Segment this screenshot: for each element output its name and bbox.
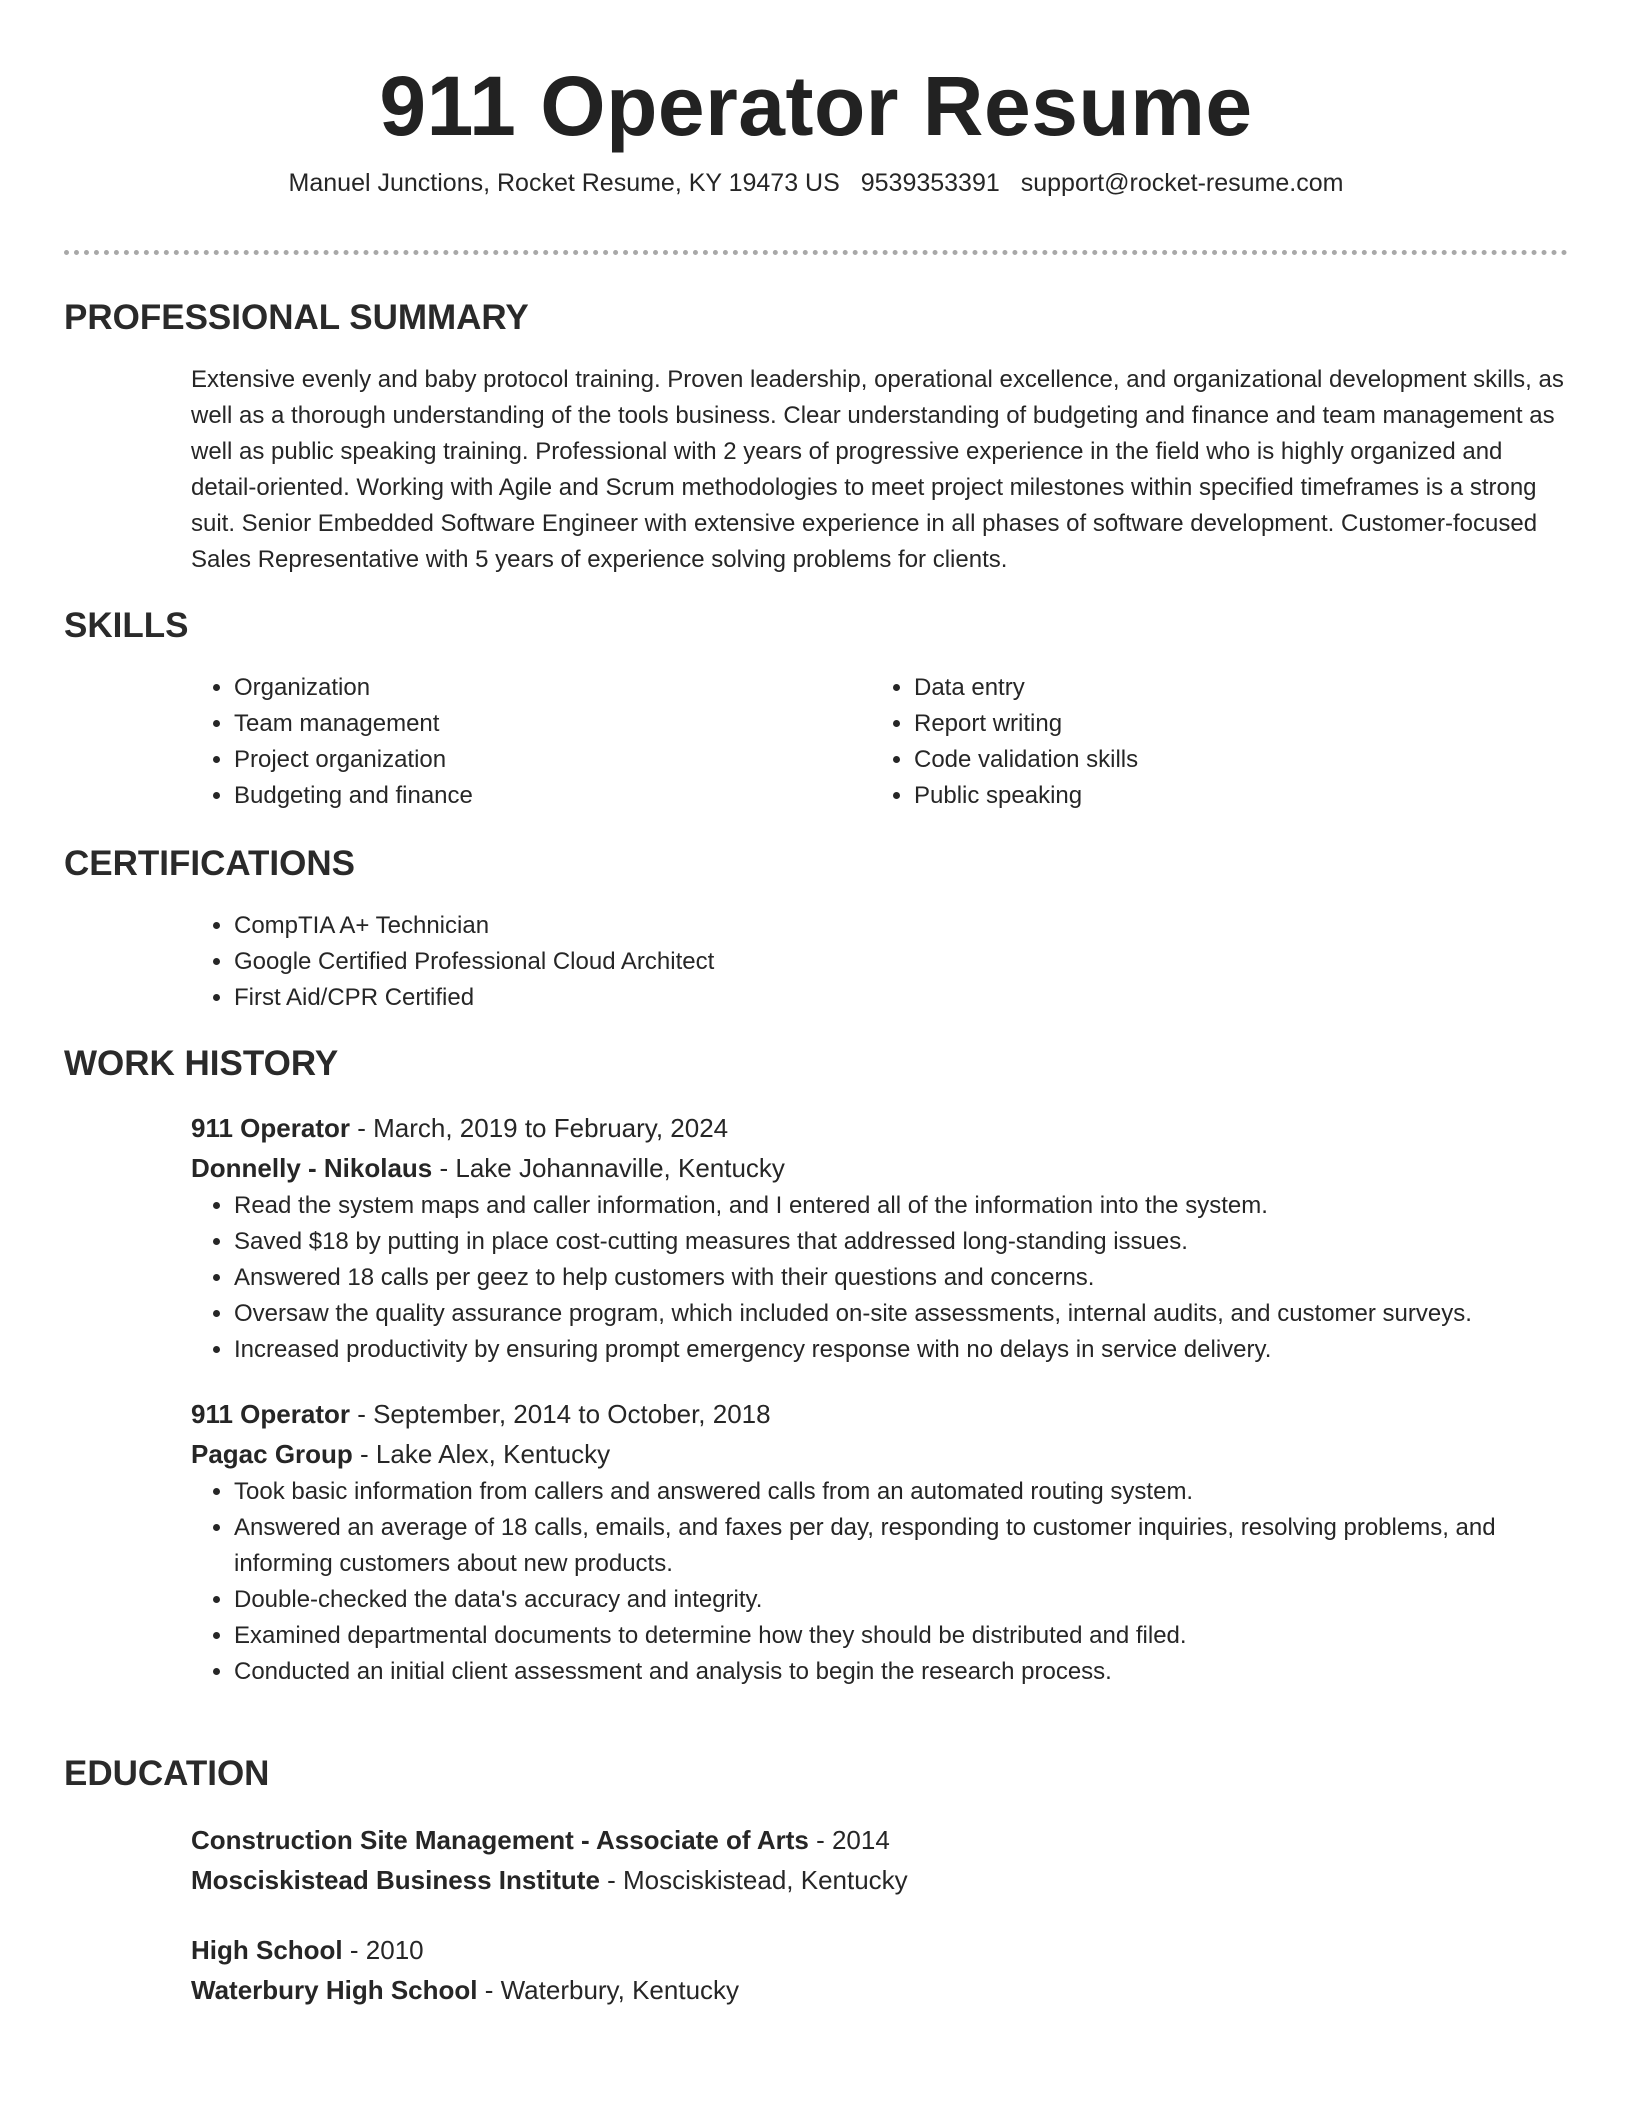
education-degree: High School bbox=[191, 1935, 343, 1965]
contact-address: Manuel Junctions, Rocket Resume, KY 19473 US bbox=[288, 169, 840, 197]
job-location: - Lake Alex, Kentucky bbox=[352, 1439, 611, 1469]
job-employer: Donnelly - Nikolaus bbox=[191, 1153, 433, 1183]
education-degree: Construction Site Management - Associate of Arts bbox=[191, 1825, 809, 1855]
skill-item: • Public speaking bbox=[914, 778, 1551, 814]
job-entry bbox=[191, 1394, 1568, 1690]
education-location: - Mosciskistead, Kentucky bbox=[599, 1865, 908, 1895]
job-bullet: • Answered an average of 18 calls, emails, and faxes per day, responding to customer inquiries, resolving problems, and informing customers about new products. bbox=[234, 1510, 1538, 1582]
job-title-line bbox=[191, 1394, 1568, 1434]
education-heading: EDUCATION bbox=[64, 1754, 270, 1793]
education-entry bbox=[191, 1820, 1568, 1900]
contact-email: support@rocket-resume.com bbox=[1020, 169, 1344, 197]
skills-heading: SKILLS bbox=[64, 606, 189, 645]
job-employer-line bbox=[191, 1434, 1568, 1474]
certifications-section bbox=[64, 842, 1568, 1016]
contact-line bbox=[64, 166, 1568, 200]
skill-item: • Report writing bbox=[914, 706, 1551, 742]
skill-item: • Organization bbox=[234, 670, 871, 706]
education-year: - 2010 bbox=[342, 1935, 424, 1965]
education-entry bbox=[191, 1930, 1568, 2010]
education-school: Waterbury High School bbox=[191, 1975, 478, 2005]
skill-item: • Team management bbox=[234, 706, 871, 742]
job-employer: Pagac Group bbox=[191, 1439, 353, 1469]
job-bullet: • Double-checked the data's accuracy and integrity. bbox=[234, 1582, 1538, 1618]
education-degree-line bbox=[191, 1820, 1568, 1860]
job-bullet: • Conducted an initial client assessment and analysis to begin the research process. bbox=[234, 1654, 1538, 1690]
certification-item: • CompTIA A+ Technician bbox=[234, 908, 1568, 944]
job-entry bbox=[191, 1108, 1568, 1368]
work-history-heading: WORK HISTORY bbox=[64, 1044, 339, 1083]
summary-text: Extensive evenly and baby protocol training. Proven leadership, operational excellence, and organizational development skills, as well as a thorough understanding of the tools business. Clear understanding of budgeting and finance and team management as well as public speaking training. Professional with 2 years of progressive experience in the field who is highly organized and detail-oriented. Working with Agile and Scrum methodologies to meet project milestones within specified timeframes is a strong suit. Senior Embedded Software Engineer with extensive experience in all phases of software development. Customer-focused Sales Representative with 5 years of experience solving problems for clients. bbox=[191, 366, 1564, 573]
job-location: - Lake Johannaville, Kentucky bbox=[432, 1153, 785, 1183]
job-bullet: • Oversaw the quality assurance program, which included on-site assessments, internal audits, and customer surveys. bbox=[234, 1296, 1568, 1332]
job-dates: - September, 2014 to October, 2018 bbox=[349, 1399, 771, 1429]
job-bullet: • Increased productivity by ensuring prompt emergency response with no delays in service delivery. bbox=[234, 1332, 1568, 1368]
education-school: Mosciskistead Business Institute bbox=[191, 1865, 600, 1895]
education-location: - Waterbury, Kentucky bbox=[477, 1975, 740, 2005]
education-year: - 2014 bbox=[808, 1825, 890, 1855]
job-title: 911 Operator bbox=[191, 1399, 350, 1429]
resume-title: 911 Operator Resume bbox=[379, 59, 1253, 153]
skills-column-right bbox=[871, 670, 1551, 814]
job-bullet: • Examined departmental documents to determine how they should be distributed and filed. bbox=[234, 1618, 1538, 1654]
summary-section bbox=[64, 296, 1568, 578]
skill-item: • Budgeting and finance bbox=[234, 778, 871, 814]
job-bullet: • Read the system maps and caller information, and I entered all of the information into the system. bbox=[234, 1188, 1568, 1224]
skill-item: • Project organization bbox=[234, 742, 871, 778]
education-school-line bbox=[191, 1860, 1568, 1900]
certification-item: • First Aid/CPR Certified bbox=[234, 980, 1568, 1016]
job-employer-line bbox=[191, 1148, 1568, 1188]
skill-item: • Data entry bbox=[914, 670, 1551, 706]
contact-phone: 9539353391 bbox=[860, 169, 1000, 197]
certification-item: • Google Certified Professional Cloud Architect bbox=[234, 944, 1568, 980]
education-school-line bbox=[191, 1970, 1568, 2010]
summary-heading: PROFESSIONAL SUMMARY bbox=[64, 298, 529, 337]
certifications-heading: CERTIFICATIONS bbox=[64, 844, 356, 883]
work-history-section bbox=[64, 1042, 1568, 1690]
job-dates: - March, 2019 to February, 2024 bbox=[349, 1113, 729, 1143]
education-degree-line bbox=[191, 1930, 1568, 1970]
skill-item: • Code validation skills bbox=[914, 742, 1551, 778]
job-title: 911 Operator bbox=[191, 1113, 350, 1143]
job-bullet: • Saved $18 by putting in place cost-cutting measures that addressed long-standing issues. bbox=[234, 1224, 1568, 1260]
skills-section bbox=[64, 604, 1568, 814]
education-section bbox=[64, 1752, 1568, 2010]
job-bullet: • Answered 18 calls per geez to help customers with their questions and concerns. bbox=[234, 1260, 1568, 1296]
header-divider bbox=[64, 250, 1568, 255]
job-title-line bbox=[191, 1108, 1568, 1148]
skills-column-left bbox=[191, 670, 871, 814]
job-bullet: • Took basic information from callers and answered calls from an automated routing system. bbox=[234, 1474, 1538, 1510]
